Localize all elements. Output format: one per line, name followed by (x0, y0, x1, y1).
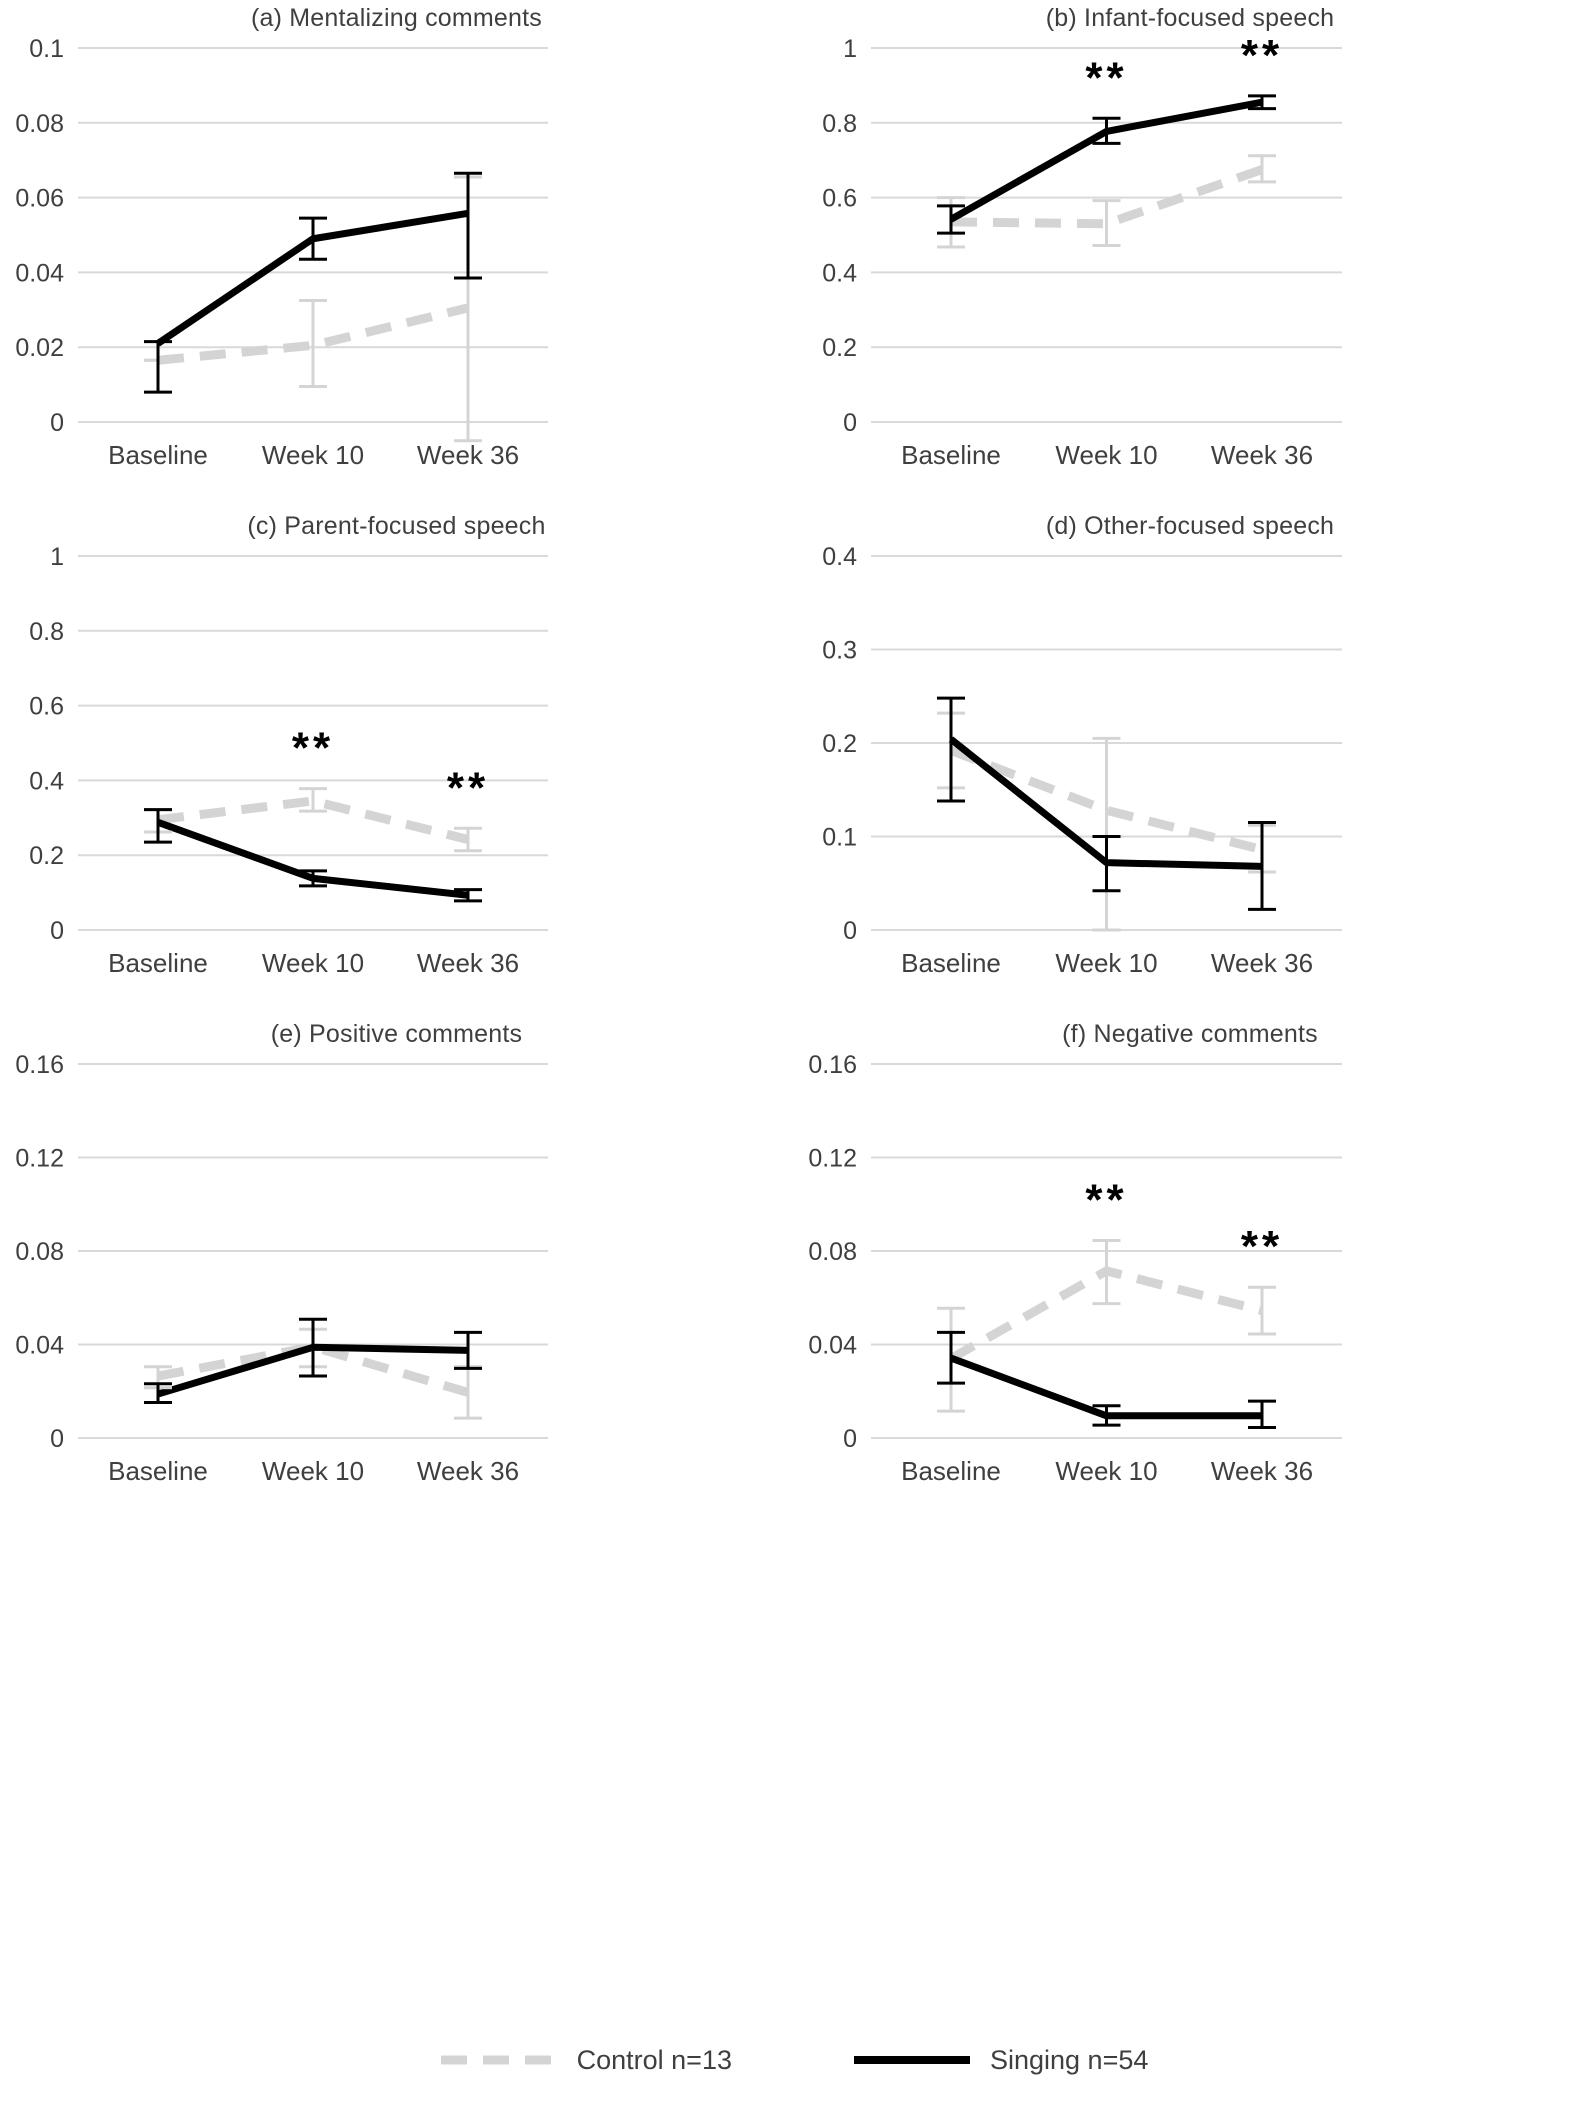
panel-b-plot (793, 0, 1587, 508)
panel-e (0, 1016, 793, 1524)
x-axis-tick-label: Baseline (108, 440, 208, 470)
significance-annotation: ** (1085, 1175, 1128, 1225)
panel-f-title: (f) Negative comments (1062, 1020, 1318, 1048)
chart-svg (793, 508, 1587, 1016)
x-axis-tick-label: Week 10 (1055, 948, 1158, 978)
x-axis-tick-label: Week 10 (261, 948, 365, 978)
x-axis-tick-label: Week 10 (261, 440, 365, 470)
y-axis-tick-label: 0.4 (822, 543, 857, 571)
x-axis-tick-label: Week 36 (416, 1456, 520, 1486)
x-axis-tick-label: Week 36 (1210, 948, 1314, 978)
x-axis-tick-label: Week 10 (261, 1456, 365, 1486)
x-axis-tick-label: Week 10 (1055, 440, 1158, 470)
x-axis-tick-label: Week 36 (1210, 1456, 1314, 1486)
panel-b-title: (b) Infant-focused speech (1045, 4, 1335, 32)
panel-b (793, 0, 1587, 508)
panel-a (0, 0, 793, 508)
y-axis-tick-label: 0.04 (15, 1331, 64, 1360)
y-axis-tick-label: 0.04 (15, 259, 64, 288)
y-axis-tick-label: 0.04 (808, 1331, 857, 1360)
y-axis-tick-label: 0.2 (29, 842, 64, 871)
significance-annotation: ** (1085, 53, 1128, 103)
y-axis-tick-label: 0.06 (15, 184, 64, 213)
panel-d (793, 508, 1587, 1016)
panel-c (0, 508, 793, 1016)
panel-c-plot (0, 508, 793, 1016)
legend-swatch-singing (852, 2050, 972, 2070)
y-axis-tick-label: 0 (50, 1425, 64, 1453)
error-bar (1248, 1287, 1276, 1334)
x-axis-tick-label: Baseline (108, 948, 208, 978)
error-bar (1093, 738, 1121, 930)
x-axis-tick-label: Week 36 (1210, 440, 1314, 470)
y-axis-tick-label: 0.6 (29, 692, 64, 721)
y-axis-tick-label: 0 (50, 409, 64, 437)
y-axis-tick-label: 0.1 (822, 823, 857, 852)
y-axis-tick-label: 0.6 (822, 184, 857, 213)
x-axis-tick-label: Baseline (108, 1456, 208, 1486)
error-bar (454, 173, 482, 278)
panel-e-plot (0, 1016, 793, 1524)
x-axis-tick-label: Week 36 (416, 948, 520, 978)
y-axis-tick-label: 0.16 (808, 1051, 857, 1079)
y-axis-tick-label: 0.12 (808, 1144, 857, 1173)
panel-d-plot (793, 508, 1587, 1016)
legend-entry-singing (852, 2045, 1148, 2076)
x-axis-tick-label: Week 36 (416, 440, 520, 470)
y-axis-tick-label: 0.3 (822, 636, 857, 665)
y-axis-tick-label: 0.1 (29, 35, 64, 63)
panel-e-title: (e) Positive comments (270, 1020, 523, 1048)
y-axis-tick-label: 0 (50, 917, 64, 945)
chart-svg (793, 1016, 1587, 1524)
significance-annotation: ** (1240, 1222, 1284, 1272)
legend-entry-control (439, 2045, 732, 2076)
chart-svg (0, 508, 793, 1016)
y-axis-tick-label: 0 (843, 1425, 857, 1453)
y-axis-tick-label: 0.8 (29, 617, 64, 646)
y-axis-tick-label: 0.08 (808, 1238, 857, 1266)
y-axis-tick-label: 0 (843, 409, 857, 437)
y-axis-tick-label: 0.16 (15, 1051, 64, 1079)
panel-a-plot (0, 0, 793, 508)
y-axis-tick-label: 0.02 (15, 334, 64, 363)
x-axis-tick-label: Baseline (901, 1456, 1001, 1486)
y-axis-tick-label: 0.2 (822, 334, 857, 363)
chart-svg (0, 0, 793, 508)
chart-svg (793, 0, 1587, 508)
chart-svg (0, 1016, 793, 1524)
y-axis-tick-label: 0.2 (822, 730, 857, 758)
significance-annotation: ** (446, 763, 490, 813)
x-axis-tick-label: Baseline (901, 948, 1001, 978)
y-axis-tick-label: 1 (50, 543, 64, 571)
x-axis-tick-label: Week 10 (1055, 1456, 1158, 1486)
error-bar (144, 342, 172, 392)
y-axis-tick-label: 0 (843, 917, 857, 945)
y-axis-tick-label: 0.4 (29, 767, 64, 796)
panel-a-title: (a) Mentalizing comments (250, 4, 542, 32)
y-axis-tick-label: 0.12 (15, 1144, 64, 1173)
y-axis-tick-label: 0.08 (15, 109, 64, 138)
panel-f-plot (793, 1016, 1587, 1524)
y-axis-tick-label: 0.8 (822, 109, 857, 138)
figure-legend (0, 2025, 1587, 2095)
legend-label-control: Control n=13 (576, 2044, 732, 2075)
y-axis-tick-label: 0.4 (822, 259, 857, 288)
legend-swatch-control (439, 2050, 559, 2070)
significance-annotation: ** (291, 723, 335, 773)
y-axis-tick-label: 0.08 (15, 1238, 64, 1266)
x-axis-tick-label: Baseline (901, 440, 1001, 470)
panel-f (793, 1016, 1587, 1524)
panel-c-title: (c) Parent-focused speech (247, 512, 546, 540)
panel-d-title: (d) Other-focused speech (1045, 512, 1335, 540)
significance-annotation: ** (1240, 30, 1284, 80)
y-axis-tick-label: 1 (843, 35, 857, 63)
legend-label-singing: Singing n=54 (989, 2044, 1149, 2075)
